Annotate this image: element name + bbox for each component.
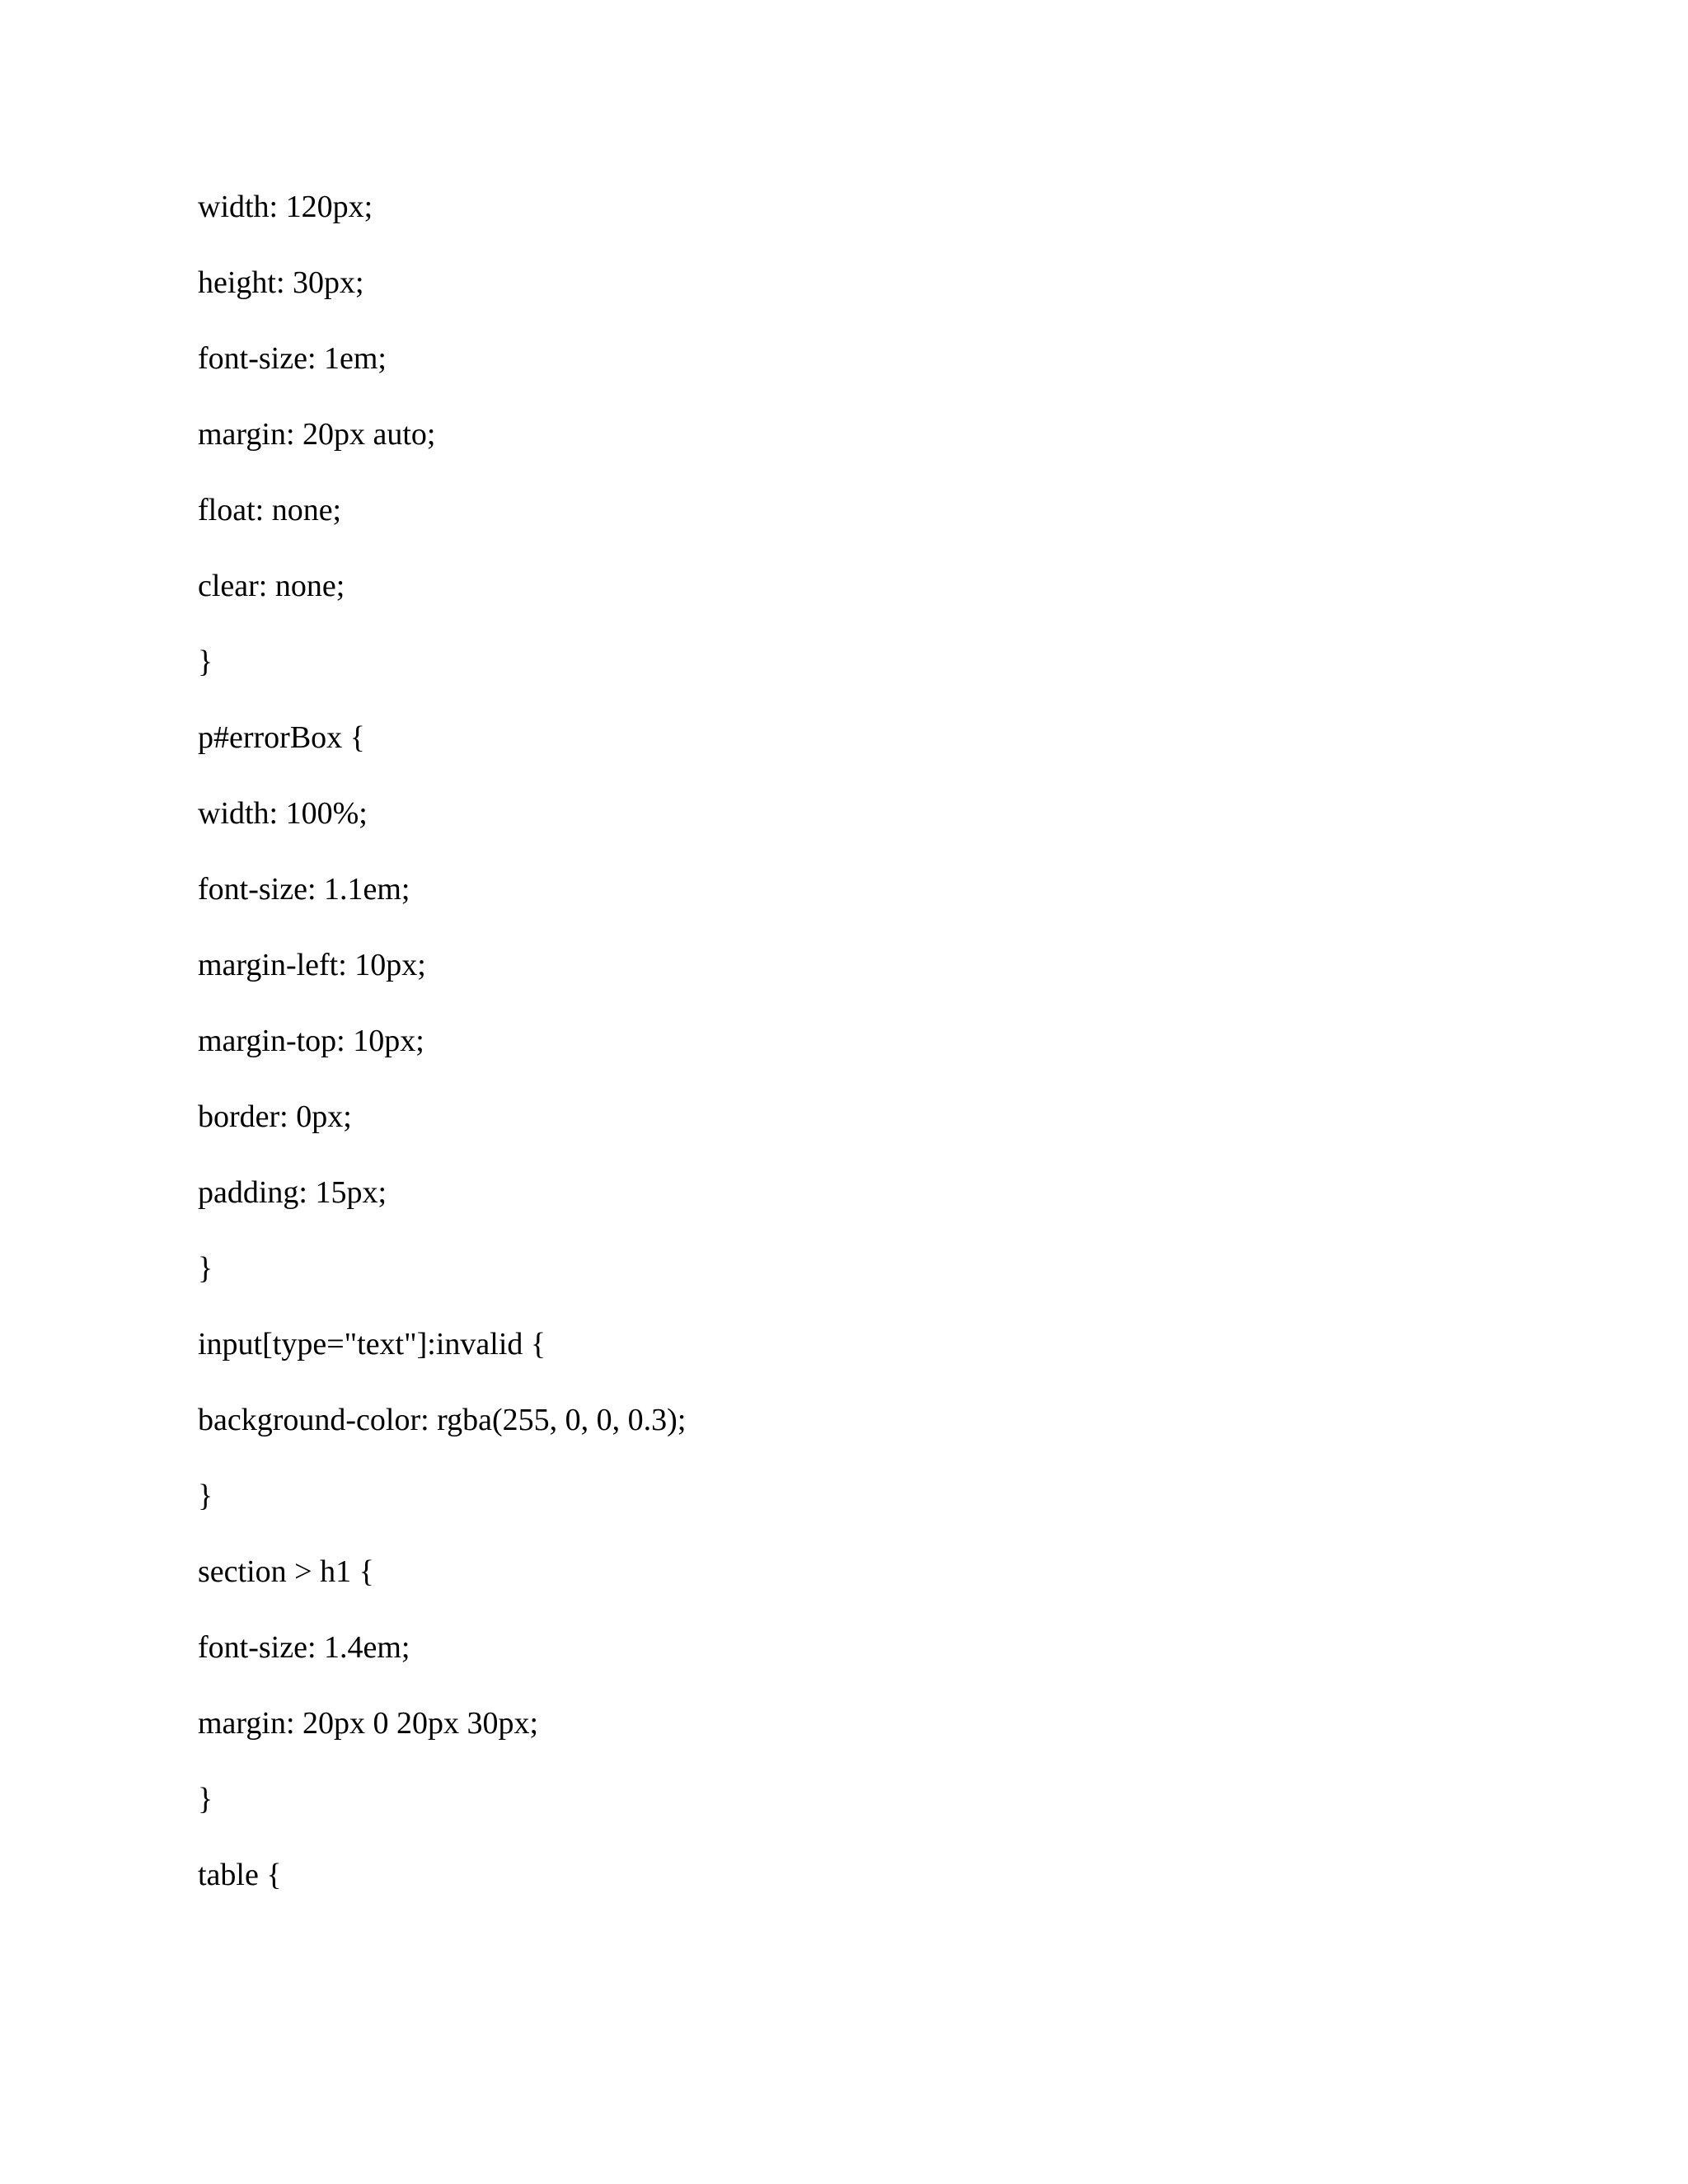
code-line: section > h1 { (198, 1554, 374, 1589)
code-line: width: 100%; (198, 796, 368, 831)
code-line: font-size: 1.1em; (198, 872, 410, 907)
code-line: margin-top: 10px; (198, 1024, 424, 1058)
code-line: } (198, 1251, 213, 1286)
code-line: float: none; (198, 493, 342, 527)
code-line: margin: 20px 0 20px 30px; (198, 1706, 539, 1741)
code-line: padding: 15px; (198, 1175, 387, 1210)
code-line: table { (198, 1858, 282, 1892)
code-line: font-size: 1.4em; (198, 1630, 410, 1665)
code-line: } (198, 1782, 213, 1816)
code-line: margin-left: 10px; (198, 948, 426, 982)
code-text-block (198, 188, 686, 1932)
code-line: border: 0px; (198, 1099, 352, 1134)
code-line: p#errorBox { (198, 720, 365, 755)
code-line: input[type="text"]:invalid { (198, 1327, 546, 1361)
code-line: height: 30px; (198, 265, 364, 300)
code-line: } (198, 644, 213, 679)
code-line: width: 120px; (198, 190, 373, 224)
code-line: clear: none; (198, 569, 345, 603)
code-line: font-size: 1em; (198, 341, 387, 376)
code-line: margin: 20px auto; (198, 417, 436, 452)
code-line: } (198, 1479, 213, 1513)
code-line: background-color: rgba(255, 0, 0, 0.3); (198, 1403, 687, 1437)
